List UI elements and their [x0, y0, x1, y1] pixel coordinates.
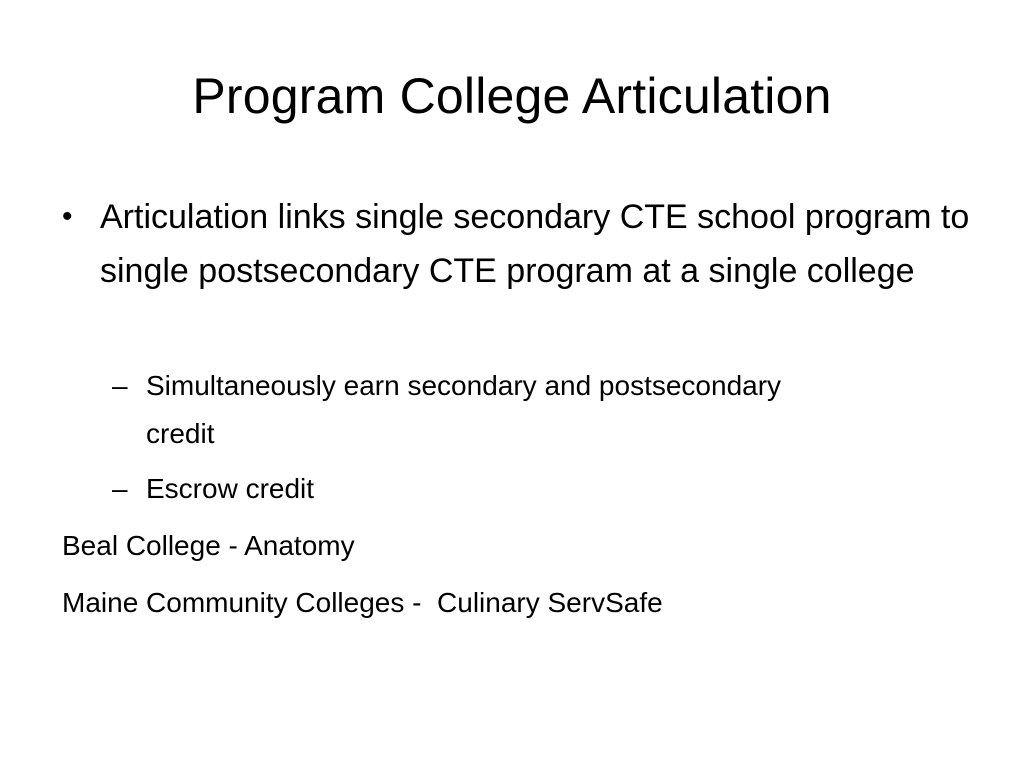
sub-bullet-item	[112, 466, 792, 512]
sub-bullet-marker: –	[112, 370, 128, 401]
slide-title: Program College Articulation	[192, 68, 832, 124]
sub-bullet-text: Escrow credit	[146, 473, 315, 504]
college-line-maine: Maine Community Colleges - Culinary ServSafe	[62, 587, 663, 618]
bullet-text: Articulation links single secondary CTE school program to single postsecondary CTE program at a single college	[100, 198, 970, 290]
bullet-marker: •	[62, 200, 73, 233]
sub-bullet-item	[112, 362, 792, 458]
bullet-item	[62, 190, 972, 298]
sub-bullet-text: Simultaneously earn secondary and postsecondary credit	[146, 370, 782, 449]
college-line-beal: Beal College - Anatomy	[62, 530, 355, 561]
sub-bullet-marker: –	[112, 473, 128, 504]
